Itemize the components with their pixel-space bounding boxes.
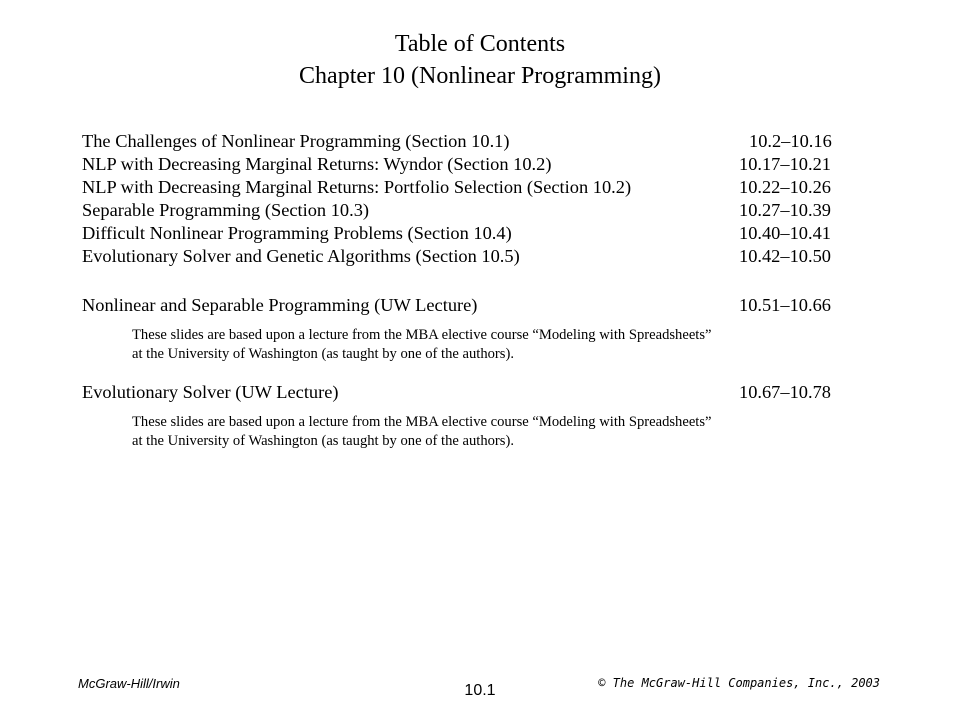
toc-entry [82, 245, 882, 268]
toc-entry [82, 222, 882, 245]
toc-entry-pages: 10.22–10.26 [739, 177, 831, 197]
lecture-note [132, 413, 892, 451]
page-title [0, 28, 960, 92]
footer-copyright: © The McGraw-Hill Companies, Inc., 2003 [598, 676, 880, 690]
toc-entry-pages: 10.40–10.41 [739, 223, 831, 243]
lecture-note [132, 326, 892, 364]
toc-entry-pages: 10.2–10.16 [749, 131, 832, 151]
toc-entry-label: The Challenges of Nonlinear Programming (Section 10.1) [82, 131, 510, 151]
toc-entry-label: Separable Programming (Section 10.3) [82, 200, 370, 220]
toc-entry-label: NLP with Decreasing Marginal Returns: Portfolio Selection (Section 10.2) [82, 177, 632, 197]
toc-lecture-pages: 10.67–10.78 [739, 382, 831, 402]
toc-entry-pages: 10.17–10.21 [739, 154, 831, 174]
lecture-note-line: at the University of Washington (as taught by one of the authors). [132, 346, 514, 362]
toc-entry-label: Difficult Nonlinear Programming Problems (Section 10.4) [82, 223, 512, 243]
spacer [82, 268, 882, 294]
toc-lecture-label: Evolutionary Solver (UW Lecture) [82, 382, 339, 402]
toc-lecture-entry [82, 294, 882, 317]
lecture-note-line: These slides are based upon a lecture from the MBA elective course “Modeling with Spreadsheets” [132, 414, 712, 430]
lecture-note-line: These slides are based upon a lecture from the MBA elective course “Modeling with Spreadsheets” [132, 327, 712, 343]
toc-entry [82, 176, 882, 199]
spacer [82, 364, 882, 381]
table-of-contents [82, 130, 882, 451]
toc-lecture-label: Nonlinear and Separable Programming (UW Lecture) [82, 295, 478, 315]
toc-entry-label: Evolutionary Solver and Genetic Algorithms (Section 10.5) [82, 246, 520, 266]
toc-lecture-pages: 10.51–10.66 [739, 295, 831, 315]
toc-entry [82, 153, 882, 176]
toc-entry-pages: 10.27–10.39 [739, 200, 831, 220]
toc-entry [82, 130, 882, 153]
toc-entry [82, 199, 882, 222]
title-line-2: Chapter 10 (Nonlinear Programming) [299, 63, 661, 89]
title-line-1: Table of Contents [394, 31, 566, 57]
toc-entry-label: NLP with Decreasing Marginal Returns: Wyndor (Section 10.2) [82, 154, 552, 174]
toc-entry-pages: 10.42–10.50 [739, 246, 831, 266]
footer-publisher: McGraw-Hill/Irwin [78, 676, 180, 691]
footer-slide-number: 10.1 [464, 682, 496, 699]
lecture-note-line: at the University of Washington (as taught by one of the authors). [132, 433, 514, 449]
toc-lecture-entry [82, 381, 882, 404]
